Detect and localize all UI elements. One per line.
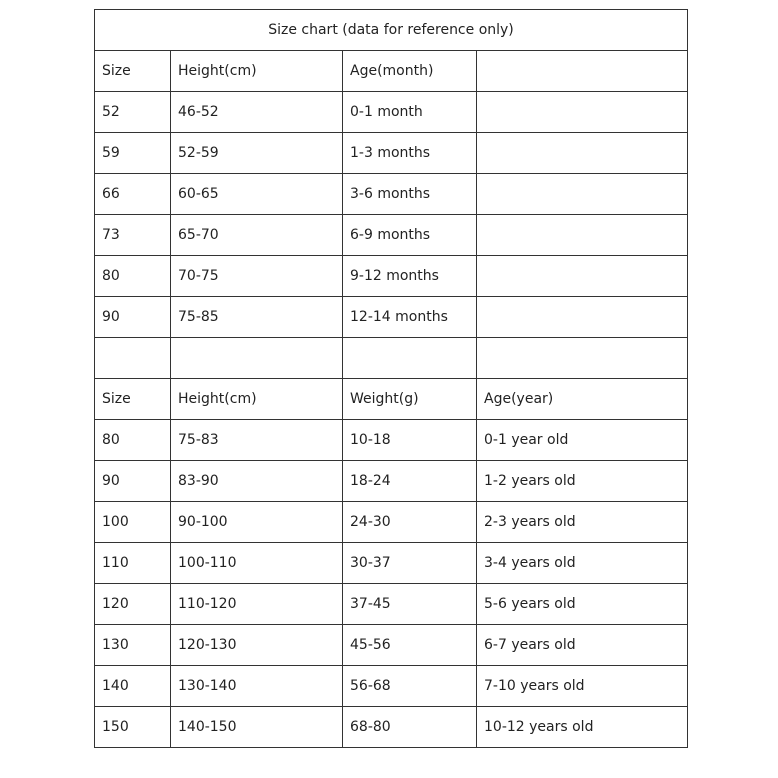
cell-height: 52-59 — [171, 133, 343, 174]
cell-col4 — [477, 338, 688, 379]
cell-size: Size — [95, 379, 171, 420]
cell-size: 90 — [95, 297, 171, 338]
cell-col4 — [477, 215, 688, 256]
spacer-row — [95, 338, 688, 379]
cell-height: Height(cm) — [171, 379, 343, 420]
infant-table-row — [95, 92, 688, 133]
cell-height: 46-52 — [171, 92, 343, 133]
cell-size: 90 — [95, 461, 171, 502]
cell-col4: 5-6 years old — [477, 584, 688, 625]
cell-col3: Weight(g) — [343, 379, 477, 420]
size-chart-table — [94, 9, 688, 748]
cell-col4: 3-4 years old — [477, 543, 688, 584]
cell-col4 — [477, 174, 688, 215]
cell-col3: 56-68 — [343, 666, 477, 707]
child-table-row — [95, 625, 688, 666]
cell-col3: 12-14 months — [343, 297, 477, 338]
cell-size: 73 — [95, 215, 171, 256]
child-table-row — [95, 666, 688, 707]
cell-col4 — [477, 133, 688, 174]
cell-size: 150 — [95, 707, 171, 748]
cell-size: Size — [95, 51, 171, 92]
cell-height: 90-100 — [171, 502, 343, 543]
cell-col3: 1-3 months — [343, 133, 477, 174]
cell-size: 130 — [95, 625, 171, 666]
cell-col4 — [477, 256, 688, 297]
child-table-row — [95, 420, 688, 461]
cell-col4: 0-1 year old — [477, 420, 688, 461]
cell-height: 75-85 — [171, 297, 343, 338]
cell-col4: 6-7 years old — [477, 625, 688, 666]
cell-height: Height(cm) — [171, 51, 343, 92]
child-table-row — [95, 707, 688, 748]
cell-size: 66 — [95, 174, 171, 215]
cell-size: 120 — [95, 584, 171, 625]
cell-size: 100 — [95, 502, 171, 543]
infant-table-row — [95, 174, 688, 215]
cell-size: 80 — [95, 256, 171, 297]
cell-col3: Age(month) — [343, 51, 477, 92]
infant-table-row — [95, 133, 688, 174]
cell-height — [171, 338, 343, 379]
cell-col4 — [477, 297, 688, 338]
chart-title: Size chart (data for reference only) — [95, 10, 688, 51]
cell-height: 100-110 — [171, 543, 343, 584]
cell-height: 75-83 — [171, 420, 343, 461]
child-header-row — [95, 379, 688, 420]
child-table-row — [95, 461, 688, 502]
child-table-row — [95, 502, 688, 543]
cell-col3: 37-45 — [343, 584, 477, 625]
cell-col3: 9-12 months — [343, 256, 477, 297]
infant-table-row — [95, 297, 688, 338]
cell-col4: 7-10 years old — [477, 666, 688, 707]
child-table-row — [95, 584, 688, 625]
cell-height: 130-140 — [171, 666, 343, 707]
cell-col3: 68-80 — [343, 707, 477, 748]
infant-table-row — [95, 215, 688, 256]
cell-col4 — [477, 92, 688, 133]
cell-col3: 30-37 — [343, 543, 477, 584]
cell-size: 52 — [95, 92, 171, 133]
cell-size: 140 — [95, 666, 171, 707]
cell-col3: 0-1 month — [343, 92, 477, 133]
cell-col3: 24-30 — [343, 502, 477, 543]
cell-col3: 10-18 — [343, 420, 477, 461]
cell-height: 65-70 — [171, 215, 343, 256]
cell-height: 83-90 — [171, 461, 343, 502]
cell-size: 80 — [95, 420, 171, 461]
cell-col3: 18-24 — [343, 461, 477, 502]
cell-size: 59 — [95, 133, 171, 174]
cell-size: 110 — [95, 543, 171, 584]
cell-col3: 3-6 months — [343, 174, 477, 215]
cell-col4: 1-2 years old — [477, 461, 688, 502]
infant-header-row — [95, 51, 688, 92]
cell-height: 120-130 — [171, 625, 343, 666]
cell-col3: 6-9 months — [343, 215, 477, 256]
child-table-row — [95, 543, 688, 584]
cell-col4: 2-3 years old — [477, 502, 688, 543]
cell-height: 70-75 — [171, 256, 343, 297]
cell-height: 140-150 — [171, 707, 343, 748]
cell-size — [95, 338, 171, 379]
cell-height: 110-120 — [171, 584, 343, 625]
infant-table-row — [95, 256, 688, 297]
title-row — [95, 10, 688, 51]
cell-col4 — [477, 51, 688, 92]
cell-col4: 10-12 years old — [477, 707, 688, 748]
cell-col4: Age(year) — [477, 379, 688, 420]
cell-col3 — [343, 338, 477, 379]
cell-col3: 45-56 — [343, 625, 477, 666]
cell-height: 60-65 — [171, 174, 343, 215]
